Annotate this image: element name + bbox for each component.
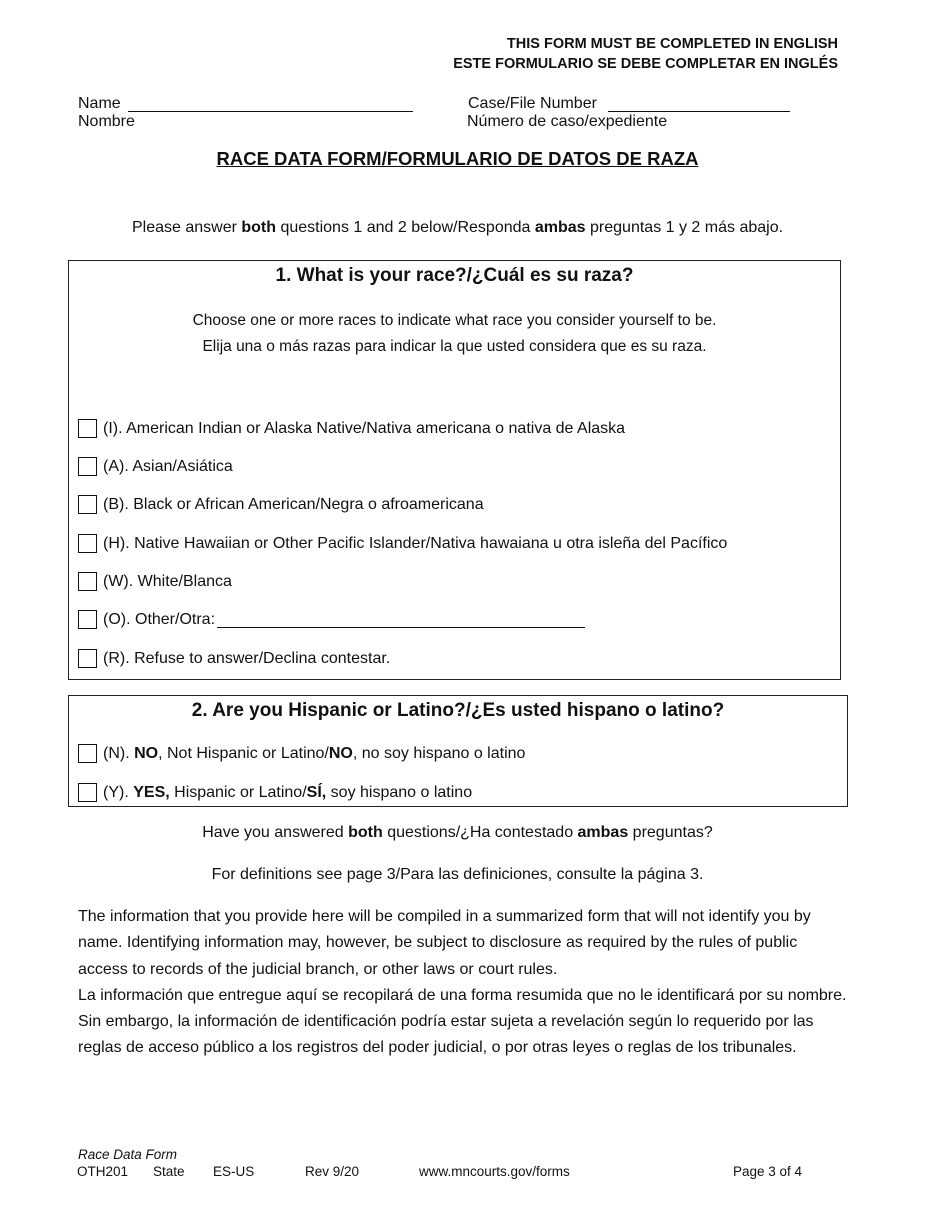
instructions-bold: both <box>241 219 277 236</box>
option-code: (Y). <box>103 783 134 801</box>
check-text: questions/¿Ha contestado <box>382 824 578 841</box>
notice-spanish: ESTE FORMULARIO SE DEBE COMPLETAR EN INGLÉS <box>453 56 838 72</box>
language-notice <box>453 34 838 74</box>
check-text: Have you answered <box>202 824 349 841</box>
checkbox[interactable] <box>78 419 97 438</box>
question-2-heading: 2. Are you Hispanic or Latino?/¿Es usted hispano o latino? <box>191 700 725 721</box>
option-bold: NO <box>134 744 159 762</box>
checkbox[interactable] <box>78 649 97 668</box>
checkbox[interactable] <box>78 572 97 591</box>
option-label: (R). Refuse to answer/Declina contestar. <box>103 649 391 667</box>
name-label-es: Nombre <box>78 113 135 130</box>
checkbox[interactable] <box>78 744 97 763</box>
footer-revision: Rev 9/20 <box>305 1164 360 1179</box>
instructions <box>0 219 915 237</box>
question-1-instructions-es: Elija una o más razas para indicar la que usted considera que es su raza. <box>202 338 707 355</box>
privacy-notice-en: The information that you provide here will be compiled in a summarized form that will not identify you by name. Identifying information may, however, be subject to disclosure as required by the rules of public access to records of the judicial branch, or other laws or court rules. <box>78 908 811 978</box>
instructions-text: Please answer <box>131 219 242 236</box>
checkbox[interactable] <box>78 534 97 553</box>
option-text: Hispanic or Latino/ <box>169 783 307 801</box>
notice-english: THIS FORM MUST BE COMPLETED IN ENGLISH <box>506 36 838 52</box>
race-option-black[interactable] <box>78 495 484 514</box>
answered-both-check <box>0 824 915 842</box>
instructions-text: questions 1 and 2 below/Responda <box>276 219 535 236</box>
other-race-input[interactable] <box>217 611 585 628</box>
option-label: (H). Native Hawaiian or Other Pacific Islander/Nativa hawaiana u otra isleña del Pacífico <box>103 534 728 552</box>
option-label: (I). American Indian or Alaska Native/Nativa americana o nativa de Alaska <box>103 419 626 437</box>
race-option-asian[interactable] <box>78 457 233 476</box>
definitions-note: For definitions see page 3/Para las definiciones, consulte la página 3. <box>211 866 704 883</box>
check-text: preguntas? <box>628 824 713 841</box>
name-field[interactable] <box>128 96 413 112</box>
name-label: Name <box>78 95 121 112</box>
case-number-label-es: Número de caso/expediente <box>467 113 668 130</box>
option-label <box>103 784 472 802</box>
option-text: , Not Hispanic or Latino/ <box>158 744 329 762</box>
race-option-other[interactable] <box>78 610 585 629</box>
option-bold: NO <box>328 744 353 762</box>
check-bold: both <box>348 824 383 841</box>
option-label: (B). Black or African American/Negra o afroamericana <box>103 495 484 513</box>
option-label: (A). Asian/Asiática <box>103 457 233 475</box>
check-bold: ambas <box>577 824 629 841</box>
footer-form-name: Race Data Form <box>78 1147 178 1162</box>
option-bold: SÍ, <box>306 783 327 801</box>
option-code: (N). <box>103 744 135 762</box>
option-text: , no soy hispano o latino <box>352 744 526 762</box>
question-1-section <box>68 260 841 680</box>
footer-state: State <box>153 1164 185 1179</box>
option-bold: YES, <box>133 783 170 801</box>
footer-url[interactable]: www.mncourts.gov/forms <box>419 1164 570 1179</box>
privacy-notice-es: La información que entregue aquí se recopilará de una forma resumida que no le identificará por su nombre. Sin embargo, la información de identificación podría estar sujeta a revelación según lo requerido por las reglas de acceso público a los registros del poder judicial, o por otras leyes o reglas de los tribunales. <box>78 986 847 1057</box>
case-number-label: Case/File Number <box>468 95 597 112</box>
instructions-bold: ambas <box>534 219 586 236</box>
form-title: RACE DATA FORM/FORMULARIO DE DATOS DE RAZA <box>216 148 699 169</box>
hispanic-option-yes[interactable] <box>78 783 472 802</box>
question-1-instructions-en: Choose one or more races to indicate what race you consider yourself to be. <box>192 312 717 329</box>
option-label: (W). White/Blanca <box>103 572 232 590</box>
footer-form-code: OTH201 <box>77 1164 129 1179</box>
footer-page-number: Page 3 of 4 <box>733 1164 803 1179</box>
race-option-american-indian[interactable] <box>78 419 625 438</box>
privacy-notice <box>78 904 848 1062</box>
checkbox[interactable] <box>78 495 97 514</box>
race-option-native-hawaiian[interactable] <box>78 534 727 553</box>
checkbox[interactable] <box>78 457 97 476</box>
instructions-text: preguntas 1 y 2 más abajo. <box>585 219 784 236</box>
race-option-white[interactable] <box>78 572 232 591</box>
question-1-heading: 1. What is your race?/¿Cuál es su raza? <box>275 265 634 286</box>
question-2-section <box>68 695 848 807</box>
option-label <box>103 745 525 763</box>
race-option-refuse[interactable] <box>78 649 390 668</box>
checkbox[interactable] <box>78 610 97 629</box>
option-label: (O). Other/Otra: <box>103 610 216 628</box>
case-number-field[interactable] <box>608 96 790 112</box>
checkbox[interactable] <box>78 783 97 802</box>
footer-language: ES-US <box>213 1164 255 1179</box>
option-text: soy hispano o latino <box>326 783 473 801</box>
hispanic-option-no[interactable] <box>78 744 525 763</box>
